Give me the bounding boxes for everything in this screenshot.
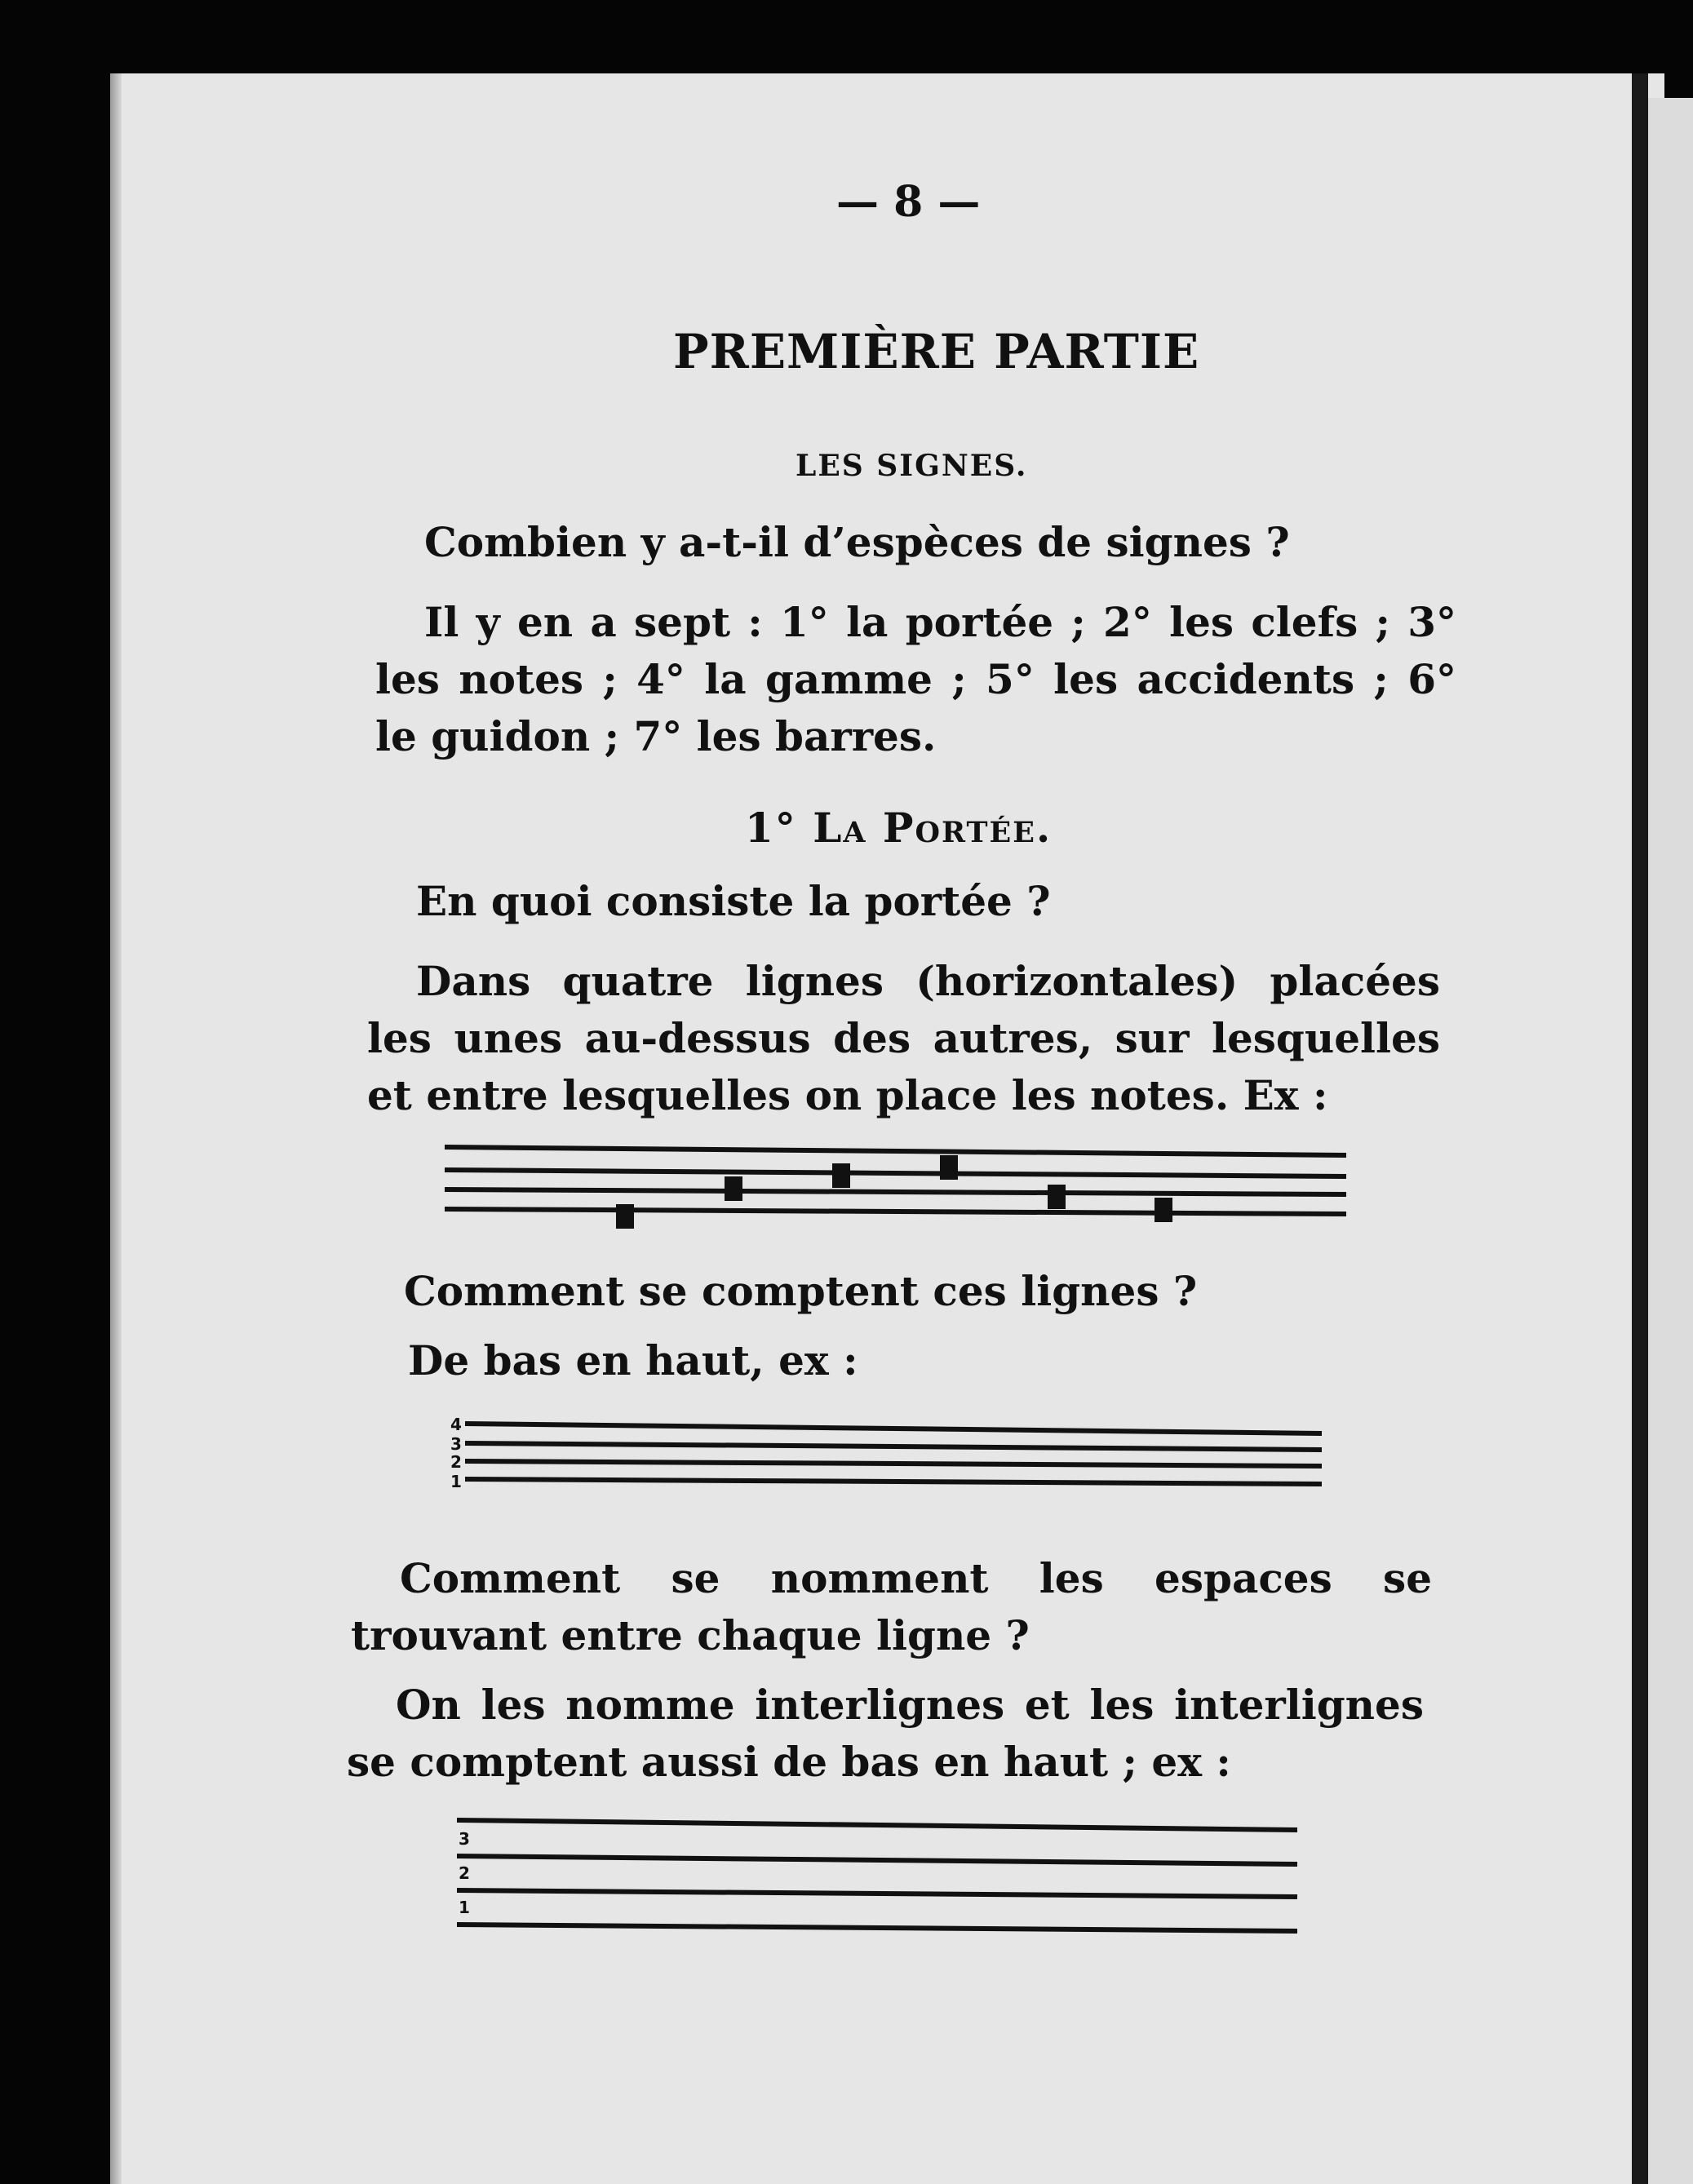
part-title: PREMIÈRE PARTIE	[673, 324, 1200, 379]
answer-3: De bas en haut, ex :	[408, 1336, 858, 1384]
staff-line	[465, 1479, 1322, 1484]
answer-2: Dans quatre lignes (horizontales) placées les unes au-dessus des autres, sur lesquelles et entre lesquelles on place les notes. Ex :	[367, 957, 1440, 1119]
question-2: En quoi consiste la portée ?	[416, 877, 1051, 925]
section-title: LES SIGNES.	[796, 449, 1028, 483]
square-note	[940, 1155, 958, 1180]
question-4: Comment se nomment les espaces se trouvant entre chaque ligne ?	[351, 1554, 1432, 1659]
answer-1: Il y en a sept : 1° la portée ; 2° les clefs ; 3° les notes ; 4° la gamme ; 5° les accidents ; 6° le guidon ; 7° les barres.	[375, 598, 1456, 760]
staff-line	[445, 1170, 1346, 1176]
line-number-2: 2	[450, 1452, 462, 1472]
staff-line	[445, 1147, 1346, 1155]
question-1: Combien y a-t-il d’espèces de signes ?	[424, 518, 1290, 566]
book-gutter	[1632, 73, 1648, 2184]
square-note	[1048, 1185, 1066, 1209]
staff-example-spaces	[457, 1815, 1297, 1946]
facing-page-edge	[1648, 98, 1693, 2184]
staff-line	[445, 1209, 1346, 1214]
square-note	[616, 1204, 634, 1229]
answer-4: On les nomme interlignes et les interlignes se comptent aussi de bas en haut ; ex :	[347, 1681, 1424, 1786]
page-edge	[110, 73, 122, 2184]
subsection-title: 1° La Portée.	[745, 804, 1053, 852]
staff-example-lines	[449, 1415, 1322, 1505]
space-number-2: 2	[459, 1863, 470, 1883]
staff-line	[445, 1189, 1346, 1194]
square-note	[1155, 1198, 1172, 1222]
staff-line	[465, 1424, 1322, 1433]
line-number-3: 3	[450, 1434, 462, 1454]
staff-line	[465, 1461, 1322, 1466]
staff-line	[465, 1443, 1322, 1450]
space-number-1: 1	[459, 1898, 470, 1917]
line-number-1: 1	[450, 1472, 462, 1491]
question-3: Comment se comptent ces lignes ?	[404, 1267, 1198, 1315]
page-number: — 8 —	[836, 177, 981, 227]
line-number-4: 4	[450, 1415, 462, 1434]
staff-example-notes	[445, 1141, 1346, 1238]
staff-line	[457, 1820, 1297, 1830]
staff-line	[457, 1925, 1297, 1931]
staff-line	[457, 1890, 1297, 1897]
space-number-3: 3	[459, 1829, 470, 1849]
square-note	[725, 1176, 742, 1201]
staff-line	[457, 1856, 1297, 1864]
square-note	[832, 1163, 850, 1188]
